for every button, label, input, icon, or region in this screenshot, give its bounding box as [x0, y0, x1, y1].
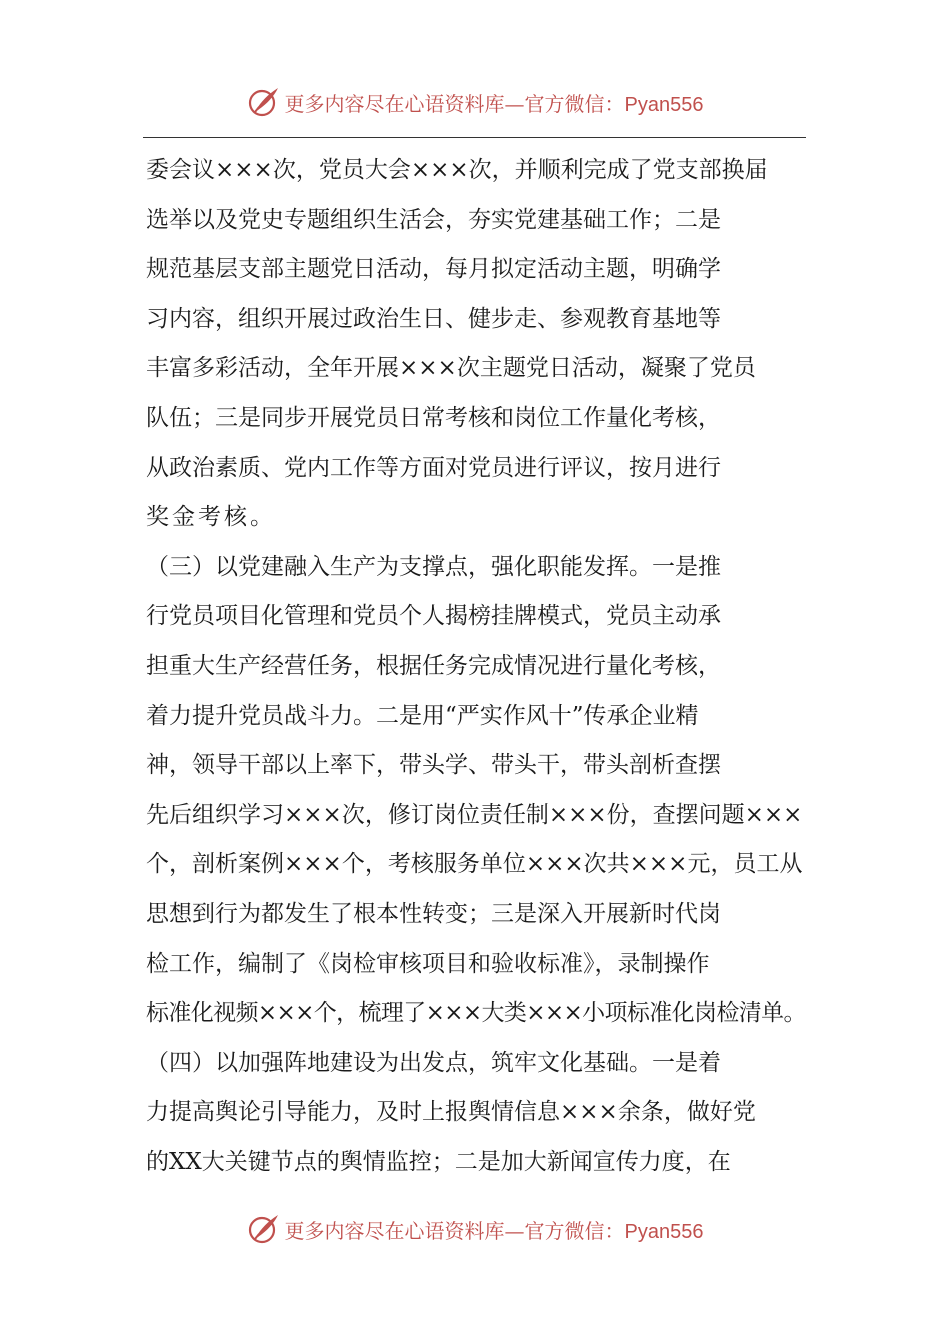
footer-site-label: 更多内容尽在心语资料库—官方微信：: [284, 1218, 625, 1243]
body-text-line: 委会议×××次，党员大会×××次，并顺利完成了党支部换届: [146, 157, 768, 183]
body-text-line: 个，剖析案例×××个，考核服务单位×××次共×××元，员工从: [146, 851, 803, 878]
body-text-line: 队伍；三是同步开展党员日常考核和岗位工作量化考核，: [146, 404, 721, 431]
body-text-line: 的XX大关键节点的舆情监控；二是加大新闻宣传力度，在: [146, 1148, 731, 1175]
header-wechat-id: Pyan556: [624, 93, 704, 116]
body-text-line: 先后组织学习×××次，修订岗位责任制×××份，查摆问题×××: [146, 801, 803, 828]
quill-pen-logo-icon: [247, 85, 281, 119]
quill-pen-logo-icon: [247, 1212, 281, 1246]
body-text-line: （三）以党建融入生产为支撑点，强化职能发挥。一是推: [146, 553, 721, 580]
body-text-line: 神，领导干部以上率下，带头学、带头干，带头剖析查摆: [146, 752, 721, 779]
document-body: [146, 146, 806, 1187]
header-site-text: [285, 88, 704, 117]
body-text-line: 奖金考核。: [146, 504, 276, 531]
footer-wechat-id: Pyan556: [624, 1220, 704, 1243]
body-text-line: 从政治素质、党内工作等方面对党员进行评议，按月进行: [146, 454, 721, 481]
body-text-line: 思想到行为都发生了根本性转变；三是深入开展新时代岗: [146, 900, 721, 927]
body-text-line: 担重大生产经营任务，根据任务完成情况进行量化考核，: [146, 652, 721, 679]
body-text-line: 检工作，编制了《岗检审核项目和验收标准》，录制操作: [146, 950, 710, 977]
body-text-line: 标准化视频×××个，梳理了×××大类×××小项标准化岗检清单。: [146, 1000, 806, 1027]
footer-site-text: [285, 1215, 704, 1244]
body-text-line: 着力提升党员战斗力。二是用“严实作风十”传承企业精: [146, 702, 699, 729]
body-text-line: 习内容，组织开展过政治生日、健步走、参观教育基地等: [146, 305, 721, 332]
header-divider: [143, 137, 806, 138]
header-site-label: 更多内容尽在心语资料库—官方微信：: [284, 91, 625, 116]
header-banner: [0, 80, 950, 124]
footer-banner: [0, 1207, 950, 1251]
body-text-line: 行党员项目化管理和党员个人揭榜挂牌模式，党员主动承: [146, 603, 721, 630]
body-text-line: （四）以加强阵地建设为出发点，筑牢文化基础。一是着: [146, 1049, 721, 1076]
body-text-line: 力提高舆论引导能力，及时上报舆情信息×××余条，做好党: [146, 1099, 756, 1126]
body-text-line: 丰富多彩活动，全年开展×××次主题党日活动，凝聚了党员: [146, 355, 756, 382]
body-text-line: 规范基层支部主题党日活动，每月拟定活动主题，明确学: [146, 256, 721, 283]
body-text-line: 选举以及党史专题组织生活会，夯实党建基础工作；二是: [146, 206, 721, 233]
